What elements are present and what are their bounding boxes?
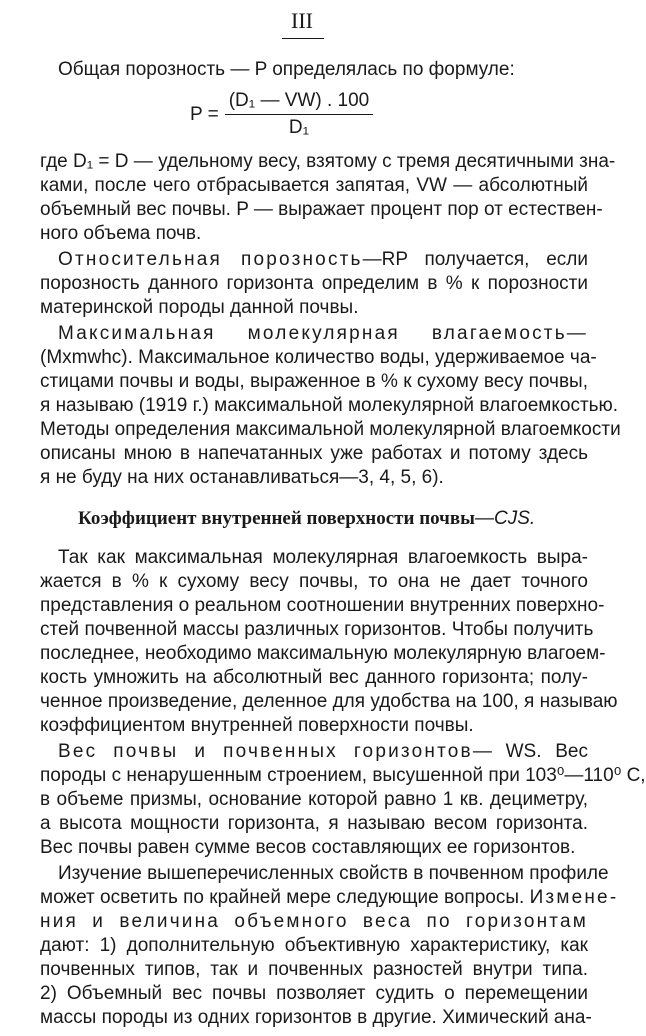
text-line: породы с ненарушенным строением, высушенной при 103⁰—110⁰ С,	[40, 765, 646, 786]
text-line: последнее, необходимо максимальную молекулярную влагоем-	[40, 643, 606, 664]
porosity-formula	[190, 90, 373, 139]
text-line: массы породы из одних горизонтов в другие. Химический ана-	[40, 1007, 592, 1028]
text-line: Вес почвы и почвенных горизонтов— WS. Вес	[58, 741, 588, 762]
page-number: III	[291, 8, 313, 33]
page-number-rule	[282, 38, 324, 39]
text-line: ками, после чего отбрасывается запятая, VW — абсолютный	[40, 175, 588, 196]
text-line: я называю (1919 г.) максимальной молекулярной влагоемкостью.	[40, 395, 619, 416]
text-line: Относительная порозность—RP получается, если	[58, 249, 588, 270]
text-line: описаны мною в напечатанных уже работах и потому здесь	[40, 443, 588, 464]
text-line: ного объема почв.	[40, 223, 202, 244]
text-line: дают: 1) дополнительную объективную характеристику, как	[40, 935, 588, 956]
text-line: стей почвенной массы различных горизонтов. Чтобы получить	[40, 619, 594, 640]
text-line: в объеме призмы, основание которой равно 1 кв. дециметру,	[40, 789, 588, 810]
text-line: я не буду на них останавливаться—3, 4, 5, 6).	[40, 467, 444, 488]
text-line: (Mxmwhc). Максимальное количество воды, удерживаемое ча-	[40, 347, 597, 368]
text-line: где D₁ = D — удельному весу, взятому с тремя десятичными зна-	[40, 151, 616, 172]
formula-intro: Общая порозность — P определялась по формуле:	[58, 59, 515, 80]
text-line: Так как максимальная молекулярная влагоемкость выра-	[58, 547, 588, 568]
formula-denominator: D₁	[288, 117, 310, 138]
text-line: кость умножить на абсолютный вес данного горизонта; полу-	[40, 667, 588, 688]
text-line: стицами почвы и воды, выраженное в % к сухому весу почвы,	[40, 371, 588, 392]
formula-fraction	[225, 90, 374, 139]
formula-lhs: P =	[190, 103, 219, 125]
text-line: может осветить по крайней мере следующие вопросы. Измене-	[40, 887, 619, 908]
formula-numerator: (D₁ — VW) . 100	[225, 90, 374, 115]
text-line: представления о реальном соотношении внутренних поверхно-	[40, 595, 605, 616]
text-line: почвенных типов, так и почвенных разностей внутри типа.	[40, 959, 588, 980]
text-line: 2) Объемный вес почвы позволяет судить о перемещении	[40, 983, 588, 1004]
term-max-moisture: Максимальная молекулярная влагаемость—	[58, 323, 588, 344]
term-soil-weight: Вес почвы и почвенных горизонтов	[58, 741, 473, 762]
section-heading: Коэффициент внутренней поверхности почвы—CJS.	[78, 508, 536, 529]
text-line: Изучение вышеперечисленных свойств в почвенном профиле	[58, 863, 609, 884]
text-line: жается в % к сухому весу почвы, то она не дает точного	[40, 571, 588, 592]
text-line: Вес почвы равен сумме весов составляющих ее горизонтов.	[40, 837, 576, 858]
text-line: материнской породы данной почвы.	[40, 297, 359, 318]
text-line	[58, 322, 588, 346]
text-line: коэффициентом внутренней поверхности почвы.	[40, 715, 474, 736]
text-line: а высота мощности горизонта, я называю весом горизонта.	[40, 813, 588, 834]
term-relative-porosity: Относительная порозность	[58, 249, 363, 270]
text-line: объемный вес почвы. P — выражает процент пор от естествен-	[40, 199, 603, 220]
text-line: Методы определения максимальной молекулярной влагоемкости	[40, 419, 621, 440]
text-line: ния и величина объемного веса по горизонтам	[40, 911, 588, 932]
text-line: ченное произведение, деленное для удобства на 100, я называю	[40, 691, 618, 712]
text-line: порозность данного горизонта определим в % к порозности	[40, 273, 588, 294]
